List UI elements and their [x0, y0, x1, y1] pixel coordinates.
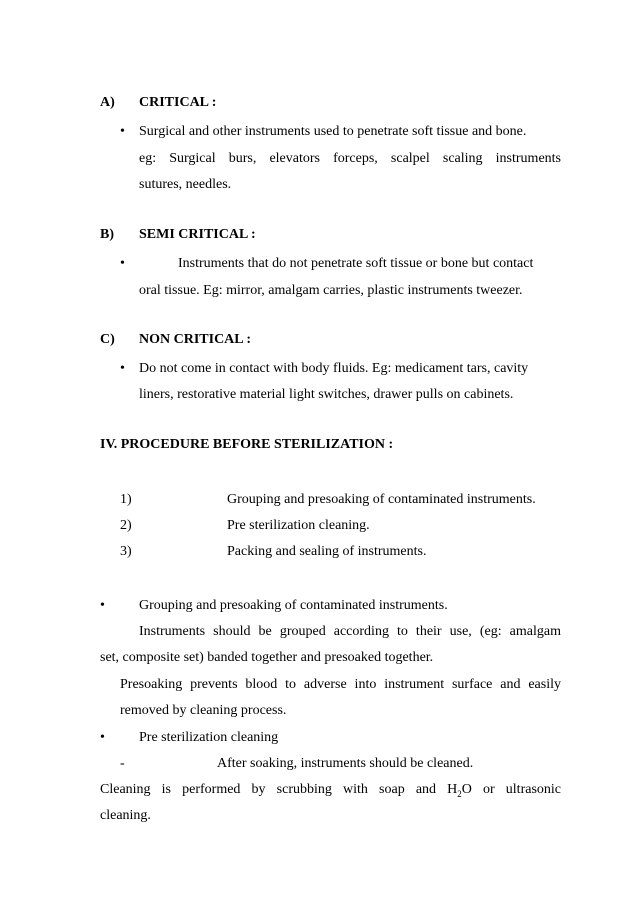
- section-c-heading: NON CRITICAL :: [139, 332, 252, 347]
- cleaning-line-1b: O or ultrasonic: [461, 782, 561, 797]
- grouping-p1-line-1: Instruments should be grouped according to their use, (eg: amalgam: [139, 624, 561, 639]
- grouping-p1-line-2: set, composite set) banded together and presoaked together.: [100, 650, 434, 665]
- non-critical-line-1: Do not come in contact with body fluids. Eg: medicament tars, cavity: [139, 361, 529, 376]
- semi-critical-line-1: Instruments that do not penetrate soft tissue or bone but contact: [178, 256, 534, 271]
- section-b-heading: SEMI CRITICAL :: [139, 227, 256, 242]
- bullet-icon: •: [120, 361, 125, 376]
- dash-marker: -: [120, 756, 125, 771]
- cleaning-line-1a: Cleaning is performed by scrubbing with soap and H: [100, 782, 458, 797]
- critical-line-2: eg: Surgical burs, elevators forceps, scalpel scaling instruments: [139, 151, 561, 166]
- bullet-icon: •: [100, 730, 105, 745]
- critical-line-1: Surgical and other instruments used to penetrate soft tissue and bone.: [139, 124, 527, 139]
- cleaning-dash-text: After soaking, instruments should be cleaned.: [217, 756, 474, 771]
- section-c-label: C): [100, 332, 115, 347]
- grouping-p2-line-2: removed by cleaning process.: [120, 703, 287, 718]
- grouping-p2-line-1: Presoaking prevents blood to adverse into instrument surface and easily: [120, 677, 561, 692]
- cleaning-line-2: cleaning.: [100, 808, 151, 823]
- bullet-icon: •: [100, 598, 105, 613]
- cleaning-title: Pre sterilization cleaning: [139, 730, 279, 745]
- critical-line-3: sutures, needles.: [139, 177, 232, 192]
- step-number: 2): [120, 518, 132, 533]
- cleaning-line-1: [100, 781, 561, 803]
- cleaning-subscript: 2: [457, 788, 462, 799]
- step-number: 1): [120, 492, 132, 507]
- procedure-heading: IV. PROCEDURE BEFORE STERILIZATION :: [100, 437, 394, 452]
- section-a-label: A): [100, 95, 115, 110]
- step-number: 3): [120, 544, 132, 559]
- section-b-label: B): [100, 227, 114, 242]
- non-critical-line-2: liners, restorative material light switches, drawer pulls on cabinets.: [139, 387, 514, 402]
- section-a-heading: CRITICAL :: [139, 95, 217, 110]
- grouping-title: Grouping and presoaking of contaminated instruments.: [139, 598, 448, 613]
- step-text: Grouping and presoaking of contaminated instruments.: [227, 492, 536, 507]
- semi-critical-line-2: oral tissue. Eg: mirror, amalgam carries, plastic instruments tweezer.: [139, 283, 523, 298]
- step-text: Pre sterilization cleaning.: [227, 518, 370, 533]
- bullet-icon: •: [120, 256, 125, 271]
- bullet-icon: •: [120, 124, 125, 139]
- step-text: Packing and sealing of instruments.: [227, 544, 427, 559]
